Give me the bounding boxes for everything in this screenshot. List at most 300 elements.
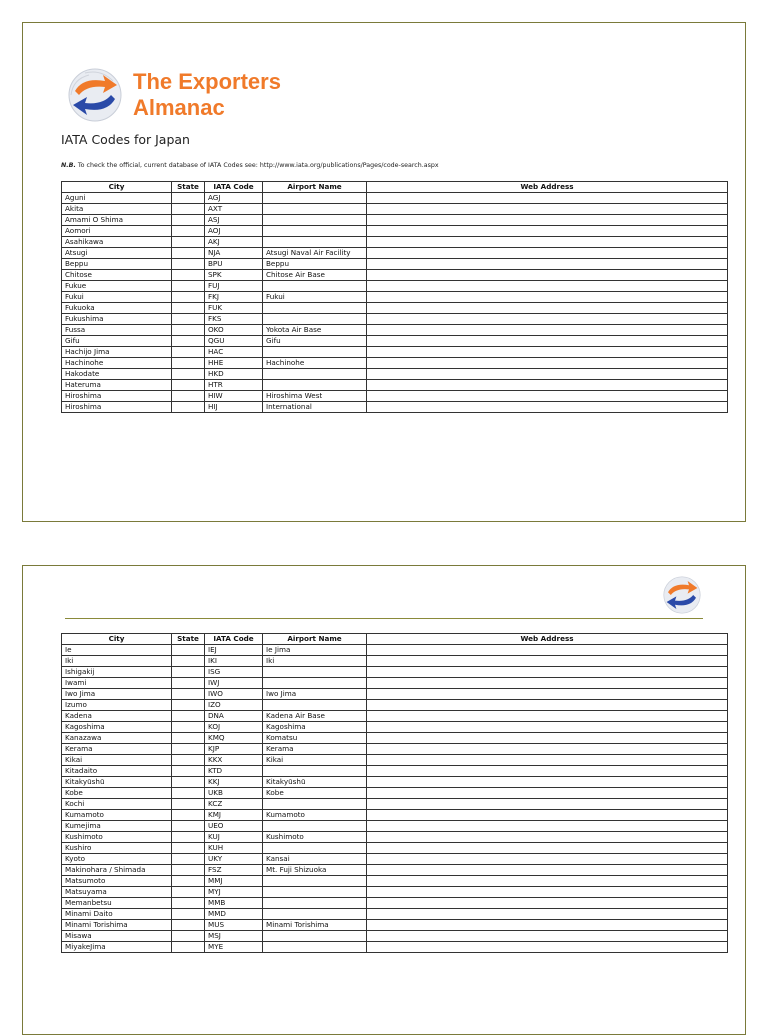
cell-city: Ie <box>62 645 172 656</box>
cell-state <box>172 281 205 292</box>
cell-iata-code: QGU <box>205 336 263 347</box>
cell-airport-name <box>263 204 367 215</box>
table-row <box>62 722 728 733</box>
cell-city: Kadena <box>62 711 172 722</box>
cell-web-address <box>367 204 728 215</box>
cell-airport-name: Kagoshima <box>263 722 367 733</box>
table-row <box>62 204 728 215</box>
cell-state <box>172 325 205 336</box>
cell-airport-name: Gifu <box>263 336 367 347</box>
cell-city: Minami Daito <box>62 909 172 920</box>
table-row <box>62 358 728 369</box>
cell-iata-code: FUK <box>205 303 263 314</box>
table-row <box>62 733 728 744</box>
table-row <box>62 766 728 777</box>
cell-state <box>172 215 205 226</box>
table-row <box>62 887 728 898</box>
cell-airport-name: Kobe <box>263 788 367 799</box>
table-row <box>62 314 728 325</box>
cell-state <box>172 876 205 887</box>
cell-iata-code: MYE <box>205 942 263 953</box>
cell-state <box>172 193 205 204</box>
cell-city: Fukui <box>62 292 172 303</box>
table-row <box>62 689 728 700</box>
cell-airport-name <box>263 347 367 358</box>
cell-city: Kitakyūshū <box>62 777 172 788</box>
cell-city: Atsugi <box>62 248 172 259</box>
brand-name-line1: The Exporters <box>133 69 281 94</box>
cell-iata-code: HIW <box>205 391 263 402</box>
cell-iata-code: FKJ <box>205 292 263 303</box>
cell-web-address <box>367 292 728 303</box>
cell-web-address <box>367 909 728 920</box>
cell-iata-code: HTR <box>205 380 263 391</box>
header-rule <box>65 618 703 619</box>
cell-iata-code: OKO <box>205 325 263 336</box>
cell-city: Kochi <box>62 799 172 810</box>
table-header-row <box>62 634 728 645</box>
cell-city: Kumejima <box>62 821 172 832</box>
cell-iata-code: HKD <box>205 369 263 380</box>
cell-web-address <box>367 887 728 898</box>
cell-iata-code: MYJ <box>205 887 263 898</box>
table-row <box>62 942 728 953</box>
cell-state <box>172 700 205 711</box>
table-row <box>62 645 728 656</box>
cell-city: Hateruma <box>62 380 172 391</box>
cell-city: Iwami <box>62 678 172 689</box>
cell-airport-name <box>263 303 367 314</box>
cell-iata-code: ISG <box>205 667 263 678</box>
brand-name-line2: Almanac <box>133 95 225 120</box>
cell-airport-name: Kikai <box>263 755 367 766</box>
table-row <box>62 865 728 876</box>
cell-city: Kyoto <box>62 854 172 865</box>
cell-iata-code: HHE <box>205 358 263 369</box>
cell-web-address <box>367 237 728 248</box>
cell-iata-code: KKX <box>205 755 263 766</box>
cell-web-address <box>367 678 728 689</box>
cell-city: Minami Torishima <box>62 920 172 931</box>
cell-state <box>172 689 205 700</box>
note-body: To check the official, current database of IATA Codes see: http://www.iata.org/publications/Pages/code-search.aspx <box>75 162 439 169</box>
cell-web-address <box>367 821 728 832</box>
cell-iata-code: AGJ <box>205 193 263 204</box>
cell-iata-code: SPK <box>205 270 263 281</box>
cell-state <box>172 248 205 259</box>
cell-airport-name <box>263 843 367 854</box>
table-row <box>62 810 728 821</box>
cell-iata-code: IKI <box>205 656 263 667</box>
cell-airport-name <box>263 380 367 391</box>
cell-city: Kagoshima <box>62 722 172 733</box>
cell-iata-code: AKJ <box>205 237 263 248</box>
cell-web-address <box>367 766 728 777</box>
cell-web-address <box>367 215 728 226</box>
cell-web-address <box>367 259 728 270</box>
cell-iata-code: DNA <box>205 711 263 722</box>
cell-web-address <box>367 854 728 865</box>
cell-state <box>172 336 205 347</box>
cell-web-address <box>367 303 728 314</box>
cell-iata-code: KMJ <box>205 810 263 821</box>
cell-city: Akita <box>62 204 172 215</box>
cell-web-address <box>367 667 728 678</box>
table-row <box>62 292 728 303</box>
table-row <box>62 325 728 336</box>
cell-airport-name <box>263 876 367 887</box>
cell-state <box>172 832 205 843</box>
cell-state <box>172 755 205 766</box>
table-row <box>62 270 728 281</box>
cell-airport-name <box>263 821 367 832</box>
table-header-row <box>62 182 728 193</box>
cell-airport-name <box>263 667 367 678</box>
cell-state <box>172 402 205 413</box>
cell-iata-code: KCZ <box>205 799 263 810</box>
cell-city: Asahikawa <box>62 237 172 248</box>
cell-airport-name: Ie Jima <box>263 645 367 656</box>
table-row <box>62 777 728 788</box>
cell-airport-name: Yokota Air Base <box>263 325 367 336</box>
cell-city: MiyakeJima <box>62 942 172 953</box>
cell-iata-code: FUJ <box>205 281 263 292</box>
table-row <box>62 667 728 678</box>
cell-iata-code: BPU <box>205 259 263 270</box>
cell-iata-code: MMD <box>205 909 263 920</box>
cell-iata-code: MMJ <box>205 876 263 887</box>
cell-state <box>172 678 205 689</box>
table-row <box>62 711 728 722</box>
table-body <box>62 193 728 413</box>
table-row <box>62 854 728 865</box>
header-state: State <box>172 634 205 645</box>
cell-web-address <box>367 931 728 942</box>
cell-city: Matsumoto <box>62 876 172 887</box>
cell-state <box>172 766 205 777</box>
cell-web-address <box>367 193 728 204</box>
cell-state <box>172 711 205 722</box>
cell-state <box>172 821 205 832</box>
cell-state <box>172 292 205 303</box>
cell-airport-name <box>263 909 367 920</box>
table-row <box>62 788 728 799</box>
table-row <box>62 391 728 402</box>
cell-city: Fukue <box>62 281 172 292</box>
cell-airport-name <box>263 314 367 325</box>
header-airport-name: Airport Name <box>263 182 367 193</box>
document-page-1 <box>22 22 746 522</box>
cell-airport-name: Kumamoto <box>263 810 367 821</box>
cell-airport-name: Chitose Air Base <box>263 270 367 281</box>
cell-iata-code: KTD <box>205 766 263 777</box>
header-iata-code: IATA Code <box>205 182 263 193</box>
table-row <box>62 237 728 248</box>
cell-web-address <box>367 700 728 711</box>
cell-state <box>172 887 205 898</box>
cell-city: Hakodate <box>62 369 172 380</box>
globe-arrows-icon <box>65 65 125 125</box>
cell-iata-code: HIJ <box>205 402 263 413</box>
table-row <box>62 281 728 292</box>
cell-iata-code: KOJ <box>205 722 263 733</box>
table-row <box>62 909 728 920</box>
cell-iata-code: IWJ <box>205 678 263 689</box>
cell-airport-name: Minami Torishima <box>263 920 367 931</box>
table-row <box>62 380 728 391</box>
header-city: City <box>62 634 172 645</box>
cell-city: Izumo <box>62 700 172 711</box>
cell-web-address <box>367 336 728 347</box>
cell-state <box>172 865 205 876</box>
cell-airport-name <box>263 237 367 248</box>
cell-state <box>172 931 205 942</box>
table-body <box>62 645 728 953</box>
cell-web-address <box>367 711 728 722</box>
table-row <box>62 799 728 810</box>
table-row <box>62 303 728 314</box>
cell-city: Kanazawa <box>62 733 172 744</box>
cell-state <box>172 303 205 314</box>
table-row <box>62 656 728 667</box>
cell-airport-name <box>263 898 367 909</box>
cell-city: Kushimoto <box>62 832 172 843</box>
cell-web-address <box>367 314 728 325</box>
cell-web-address <box>367 865 728 876</box>
cell-web-address <box>367 777 728 788</box>
cell-iata-code: IEJ <box>205 645 263 656</box>
cell-web-address <box>367 942 728 953</box>
cell-city: Kerama <box>62 744 172 755</box>
cell-airport-name: Iki <box>263 656 367 667</box>
cell-city: Matsuyama <box>62 887 172 898</box>
cell-city: Fukushima <box>62 314 172 325</box>
cell-web-address <box>367 843 728 854</box>
cell-city: Iwo Jima <box>62 689 172 700</box>
cell-airport-name: Kadena Air Base <box>263 711 367 722</box>
cell-state <box>172 380 205 391</box>
cell-web-address <box>367 898 728 909</box>
cell-state <box>172 733 205 744</box>
cell-iata-code: ASJ <box>205 215 263 226</box>
cell-state <box>172 788 205 799</box>
cell-state <box>172 843 205 854</box>
cell-city: Misawa <box>62 931 172 942</box>
cell-web-address <box>367 733 728 744</box>
cell-airport-name: Kitakyūshū <box>263 777 367 788</box>
table-row <box>62 347 728 358</box>
cell-city: Gifu <box>62 336 172 347</box>
cell-iata-code: IWO <box>205 689 263 700</box>
cell-iata-code: KMQ <box>205 733 263 744</box>
cell-web-address <box>367 689 728 700</box>
cell-city: Kumamoto <box>62 810 172 821</box>
table-row <box>62 843 728 854</box>
cell-state <box>172 358 205 369</box>
cell-city: Ishigakij <box>62 667 172 678</box>
cell-state <box>172 204 205 215</box>
cell-airport-name <box>263 215 367 226</box>
table-row <box>62 259 728 270</box>
cell-state <box>172 854 205 865</box>
cell-state <box>172 722 205 733</box>
cell-web-address <box>367 248 728 259</box>
cell-airport-name <box>263 700 367 711</box>
cell-iata-code: KJP <box>205 744 263 755</box>
cell-iata-code: FSZ <box>205 865 263 876</box>
cell-airport-name: Mt. Fuji Shizuoka <box>263 865 367 876</box>
cell-airport-name <box>263 942 367 953</box>
header-airport-name: Airport Name <box>263 634 367 645</box>
cell-state <box>172 270 205 281</box>
cell-city: Hiroshima <box>62 391 172 402</box>
note-text <box>61 162 439 169</box>
globe-arrows-icon <box>661 574 703 616</box>
table-row <box>62 215 728 226</box>
cell-airport-name: Beppu <box>263 259 367 270</box>
table-row <box>62 876 728 887</box>
cell-city: Hachijo Jima <box>62 347 172 358</box>
cell-iata-code: MUS <box>205 920 263 931</box>
cell-web-address <box>367 391 728 402</box>
cell-web-address <box>367 270 728 281</box>
cell-iata-code: KUJ <box>205 832 263 843</box>
cell-city: Hiroshima <box>62 402 172 413</box>
cell-airport-name <box>263 887 367 898</box>
table-row <box>62 920 728 931</box>
brand-logo <box>65 65 281 125</box>
table-row <box>62 226 728 237</box>
table-row <box>62 248 728 259</box>
cell-web-address <box>367 744 728 755</box>
cell-iata-code: IZO <box>205 700 263 711</box>
cell-airport-name: Atsugi Naval Air Facility <box>263 248 367 259</box>
cell-web-address <box>367 325 728 336</box>
cell-airport-name <box>263 369 367 380</box>
cell-web-address <box>367 876 728 887</box>
cell-city: Chitose <box>62 270 172 281</box>
cell-city: Kushiro <box>62 843 172 854</box>
cell-web-address <box>367 755 728 766</box>
table-row <box>62 369 728 380</box>
cell-airport-name: Komatsu <box>263 733 367 744</box>
cell-state <box>172 259 205 270</box>
cell-web-address <box>367 920 728 931</box>
cell-web-address <box>367 645 728 656</box>
cell-city: Amami O Shima <box>62 215 172 226</box>
cell-web-address <box>367 281 728 292</box>
cell-state <box>172 777 205 788</box>
cell-iata-code: UKB <box>205 788 263 799</box>
cell-iata-code: KKJ <box>205 777 263 788</box>
header-iata-code: IATA Code <box>205 634 263 645</box>
cell-airport-name <box>263 931 367 942</box>
cell-web-address <box>367 369 728 380</box>
cell-state <box>172 656 205 667</box>
cell-state <box>172 942 205 953</box>
cell-web-address <box>367 226 728 237</box>
table-row <box>62 336 728 347</box>
iata-table-page-1 <box>61 181 728 413</box>
cell-web-address <box>367 799 728 810</box>
table-row <box>62 744 728 755</box>
cell-city: Fukuoka <box>62 303 172 314</box>
cell-airport-name <box>263 766 367 777</box>
header-web-address: Web Address <box>367 182 728 193</box>
cell-state <box>172 391 205 402</box>
cell-airport-name <box>263 799 367 810</box>
cell-airport-name: International <box>263 402 367 413</box>
cell-state <box>172 744 205 755</box>
document-page-2 <box>22 565 746 1035</box>
cell-city: Beppu <box>62 259 172 270</box>
cell-web-address <box>367 788 728 799</box>
table-row <box>62 402 728 413</box>
cell-iata-code: AXT <box>205 204 263 215</box>
document-title: IATA Codes for Japan <box>61 132 190 147</box>
cell-airport-name: Kansai <box>263 854 367 865</box>
cell-airport-name <box>263 678 367 689</box>
cell-airport-name: Kushimoto <box>263 832 367 843</box>
cell-city: Kitadaito <box>62 766 172 777</box>
cell-iata-code: AOJ <box>205 226 263 237</box>
cell-state <box>172 369 205 380</box>
table-row <box>62 193 728 204</box>
cell-iata-code: HAC <box>205 347 263 358</box>
cell-web-address <box>367 347 728 358</box>
cell-state <box>172 314 205 325</box>
cell-iata-code: FKS <box>205 314 263 325</box>
cell-airport-name <box>263 193 367 204</box>
cell-web-address <box>367 358 728 369</box>
cell-city: Makinohara / Shimada <box>62 865 172 876</box>
table-row <box>62 678 728 689</box>
cell-iata-code: UEO <box>205 821 263 832</box>
header-web-address: Web Address <box>367 634 728 645</box>
header-city: City <box>62 182 172 193</box>
cell-web-address <box>367 810 728 821</box>
cell-web-address <box>367 380 728 391</box>
cell-airport-name: Hiroshima West <box>263 391 367 402</box>
cell-state <box>172 645 205 656</box>
cell-web-address <box>367 722 728 733</box>
cell-state <box>172 237 205 248</box>
table-row <box>62 700 728 711</box>
cell-web-address <box>367 832 728 843</box>
cell-state <box>172 226 205 237</box>
cell-web-address <box>367 656 728 667</box>
cell-city: Iki <box>62 656 172 667</box>
cell-city: Kikai <box>62 755 172 766</box>
cell-airport-name: Kerama <box>263 744 367 755</box>
cell-state <box>172 920 205 931</box>
cell-state <box>172 898 205 909</box>
cell-iata-code: MSJ <box>205 931 263 942</box>
cell-airport-name: Fukui <box>263 292 367 303</box>
table-row <box>62 931 728 942</box>
header-state: State <box>172 182 205 193</box>
cell-city: Aomori <box>62 226 172 237</box>
cell-city: Fussa <box>62 325 172 336</box>
iata-table-page-2 <box>61 633 728 953</box>
cell-city: Memanbetsu <box>62 898 172 909</box>
table-row <box>62 821 728 832</box>
cell-state <box>172 799 205 810</box>
cell-state <box>172 810 205 821</box>
cell-city: Kobe <box>62 788 172 799</box>
cell-city: Aguni <box>62 193 172 204</box>
cell-web-address <box>367 402 728 413</box>
